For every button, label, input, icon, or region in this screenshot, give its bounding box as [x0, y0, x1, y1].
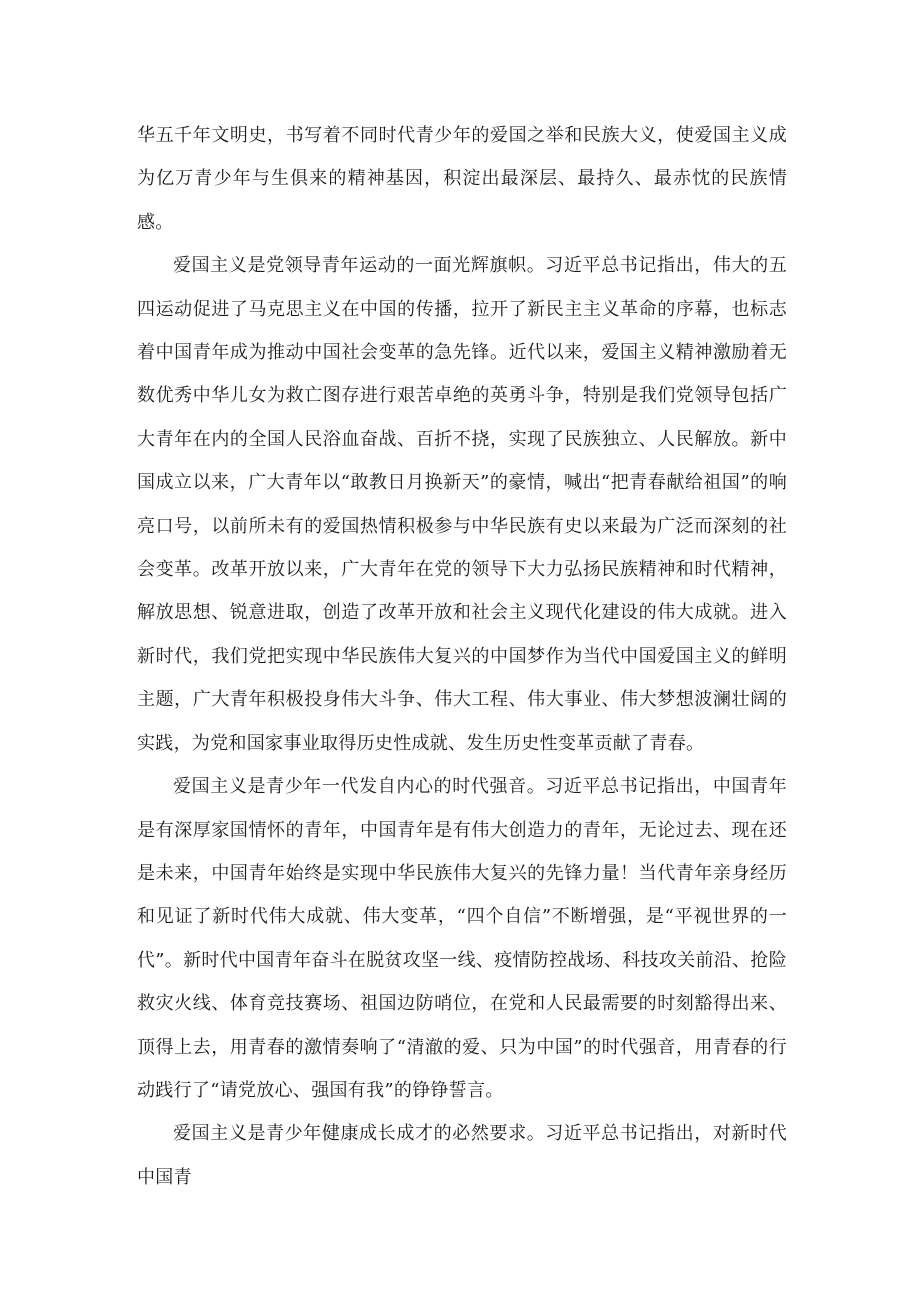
paragraph-patriotism-voice: 爱国主义是青少年一代发自内心的时代强音。习近平总书记指出，中国青年是有深厚家国情怀的青年，中国青年是有伟大创造力的青年，无论过去、现在还是未来，中国青年始终是实现中华民族伟大复兴的先锋力量！当代青年亲身经历和见证了新时代伟大成就、伟大变革，“四个自信”不断增强，是“平视世界的一代”。新时代中国青年奋斗在脱贫攻坚一线、疫情防控战场、科技攻关前沿、抢险救灾火线、体育竞技赛场、祖国边防哨位，在党和人民最需要的时刻豁得出来、顶得上去，用青春的激情奏响了“清澈的爱、只为中国”的时代强音，用青春的行动践行了“请党放心、强国有我”的铮铮誓言。 — [137, 776, 787, 1101]
paragraph-continuation: 华五千年文明史，书写着不同时代青少年的爱国之举和民族大义，使爱国主义成为亿万青少年与生俱来的精神基因，积淀出最深层、最持久、最赤忱的民族情感。 — [137, 125, 787, 233]
paragraph-patriotism-banner: 爱国主义是党领导青年运动的一面光辉旗帜。习近平总书记指出，伟大的五四运动促进了马克思主义在中国的传播，拉开了新民主主义革命的序幕，也标志着中国青年成为推动中国社会变革的急先锋。近代以来，爱国主义精神激励着无数优秀中华儿女为救亡图存进行艰苦卓绝的英勇斗争，特别是我们党领导包括广大青年在内的全国人民浴血奋战、百折不挠，实现了民族独立、人民解放。新中国成立以来，广大青年以“敢教日月换新天”的豪情，喊出“把青春献给祖国”的响亮口号，以前所未有的爱国热情积极参与中华民族有史以来最为广泛而深刻的社会变革。改革开放以来，广大青年在党的领导下大力弘扬民族精神和时代精神，解放思想、锐意进取，创造了改革开放和社会主义现代化建设的伟大成就。进入新时代，我们党把实现中华民族伟大复兴的中国梦作为当代中国爱国主义的鲜明主题，广大青年积极投身伟大斗争、伟大工程、伟大事业、伟大梦想波澜壮阔的实践，为党和国家事业取得历史性成就、发生历史性变革贡献了青春。 — [137, 255, 787, 754]
document-body — [137, 114, 787, 1199]
paragraph-patriotism-growth: 爱国主义是青少年健康成长成才的必然要求。习近平总书记指出，对新时代中国青 — [137, 1123, 787, 1188]
